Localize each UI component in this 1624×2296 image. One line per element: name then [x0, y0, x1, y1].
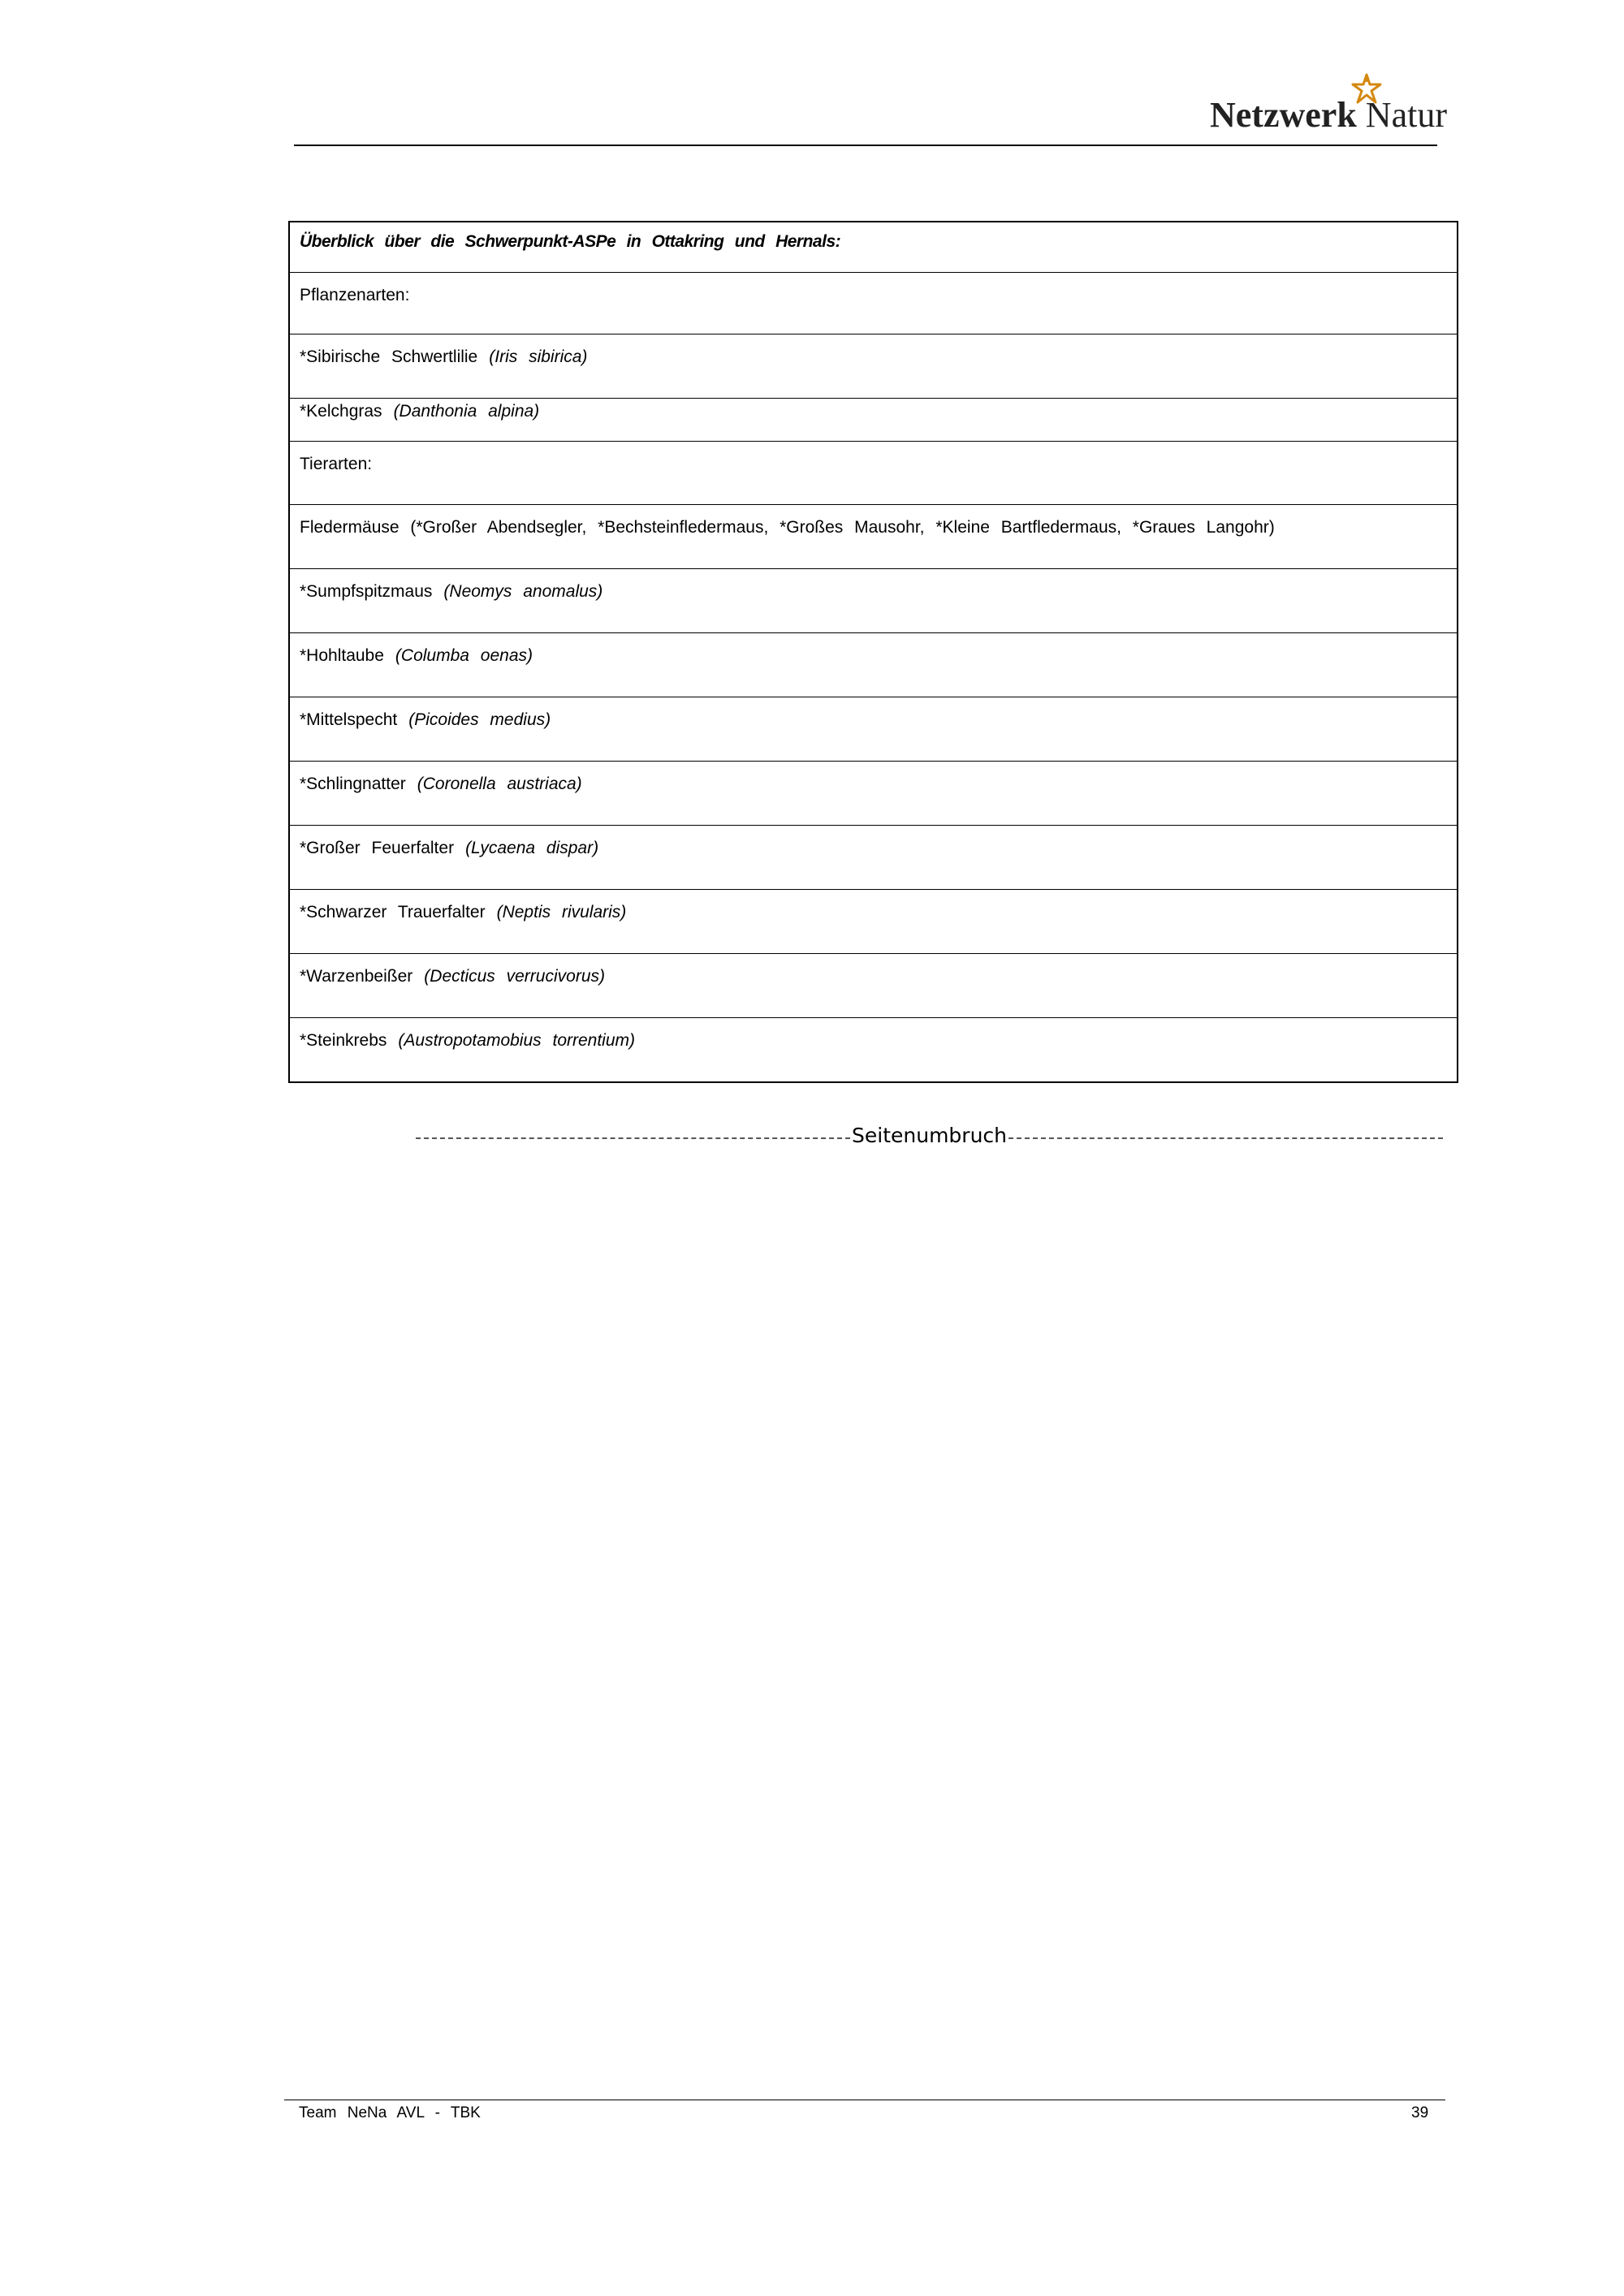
table-title: Überblick über die Schwerpunkt-ASPe in Ottakring und Hernals: — [300, 232, 841, 251]
brand-bold: Netzwerk — [1210, 95, 1357, 135]
page-number: 39 — [1411, 2104, 1429, 2121]
scientific-name: (Neomys anomalus) — [443, 582, 603, 601]
species-name: *Großer Feuerfalter — [300, 839, 455, 857]
species-name: *Hohltaube — [300, 646, 384, 665]
page-break-dash-left — [416, 1137, 850, 1139]
brand-regular: Natur — [1365, 95, 1447, 135]
table-row — [290, 633, 1457, 697]
species-name: *Warzenbeißer — [300, 967, 413, 986]
aspe-overview-table — [288, 221, 1458, 1083]
scientific-name: (Neptis rivularis) — [496, 903, 627, 921]
table-row — [290, 826, 1457, 890]
brand-name — [1210, 94, 1447, 136]
species-name: *Schlingnatter — [300, 775, 406, 793]
table-row — [290, 442, 1457, 505]
species-name: *Schwarzer Trauerfalter — [300, 903, 486, 921]
table-row — [290, 273, 1457, 334]
scientific-name: (Iris sibirica) — [489, 347, 588, 366]
species-name: Fledermäuse (*Großer Abendsegler, *Bechsteinfledermaus, *Großes Mausohr, *Kleine Bartfledermaus, *Graues Langohr) — [300, 518, 1275, 537]
species-name: *Kelchgras — [300, 402, 382, 421]
table-row — [290, 697, 1457, 762]
page-break-marker — [416, 1119, 1443, 1151]
scientific-name: (Lycaena dispar) — [465, 839, 599, 857]
scientific-name: (Austropotamobius torrentium) — [398, 1031, 636, 1050]
table-row — [290, 505, 1457, 569]
scientific-name: (Coronella austriaca) — [417, 775, 582, 793]
species-name: Pflanzenarten: — [300, 286, 410, 304]
table-row — [290, 954, 1457, 1018]
species-name: *Mittelspecht — [300, 710, 398, 729]
table-row — [290, 762, 1457, 826]
table-row — [290, 569, 1457, 633]
table-row — [290, 890, 1457, 954]
scientific-name: (Columba oenas) — [395, 646, 533, 665]
species-name: Tierarten: — [300, 455, 373, 473]
table-title-row — [290, 222, 1457, 273]
table-row — [290, 1018, 1457, 1081]
page-break-dash-right — [1009, 1137, 1443, 1139]
header-divider — [294, 145, 1437, 146]
species-name: *Sumpfspitzmaus — [300, 582, 433, 601]
scientific-name: (Danthonia alpina) — [393, 402, 540, 421]
footer-team: Team NeNa AVL - TBK — [299, 2104, 481, 2121]
species-name: *Steinkrebs — [300, 1031, 387, 1050]
netzwerk-natur-logo — [1210, 71, 1453, 136]
species-name: *Sibirische Schwertlilie — [300, 347, 478, 366]
table-row — [290, 334, 1457, 399]
scientific-name: (Decticus verrucivorus) — [424, 967, 605, 986]
page-break-label: Seitenumbruch — [852, 1123, 1008, 1147]
table-row — [290, 399, 1457, 442]
scientific-name: (Picoides medius) — [408, 710, 551, 729]
